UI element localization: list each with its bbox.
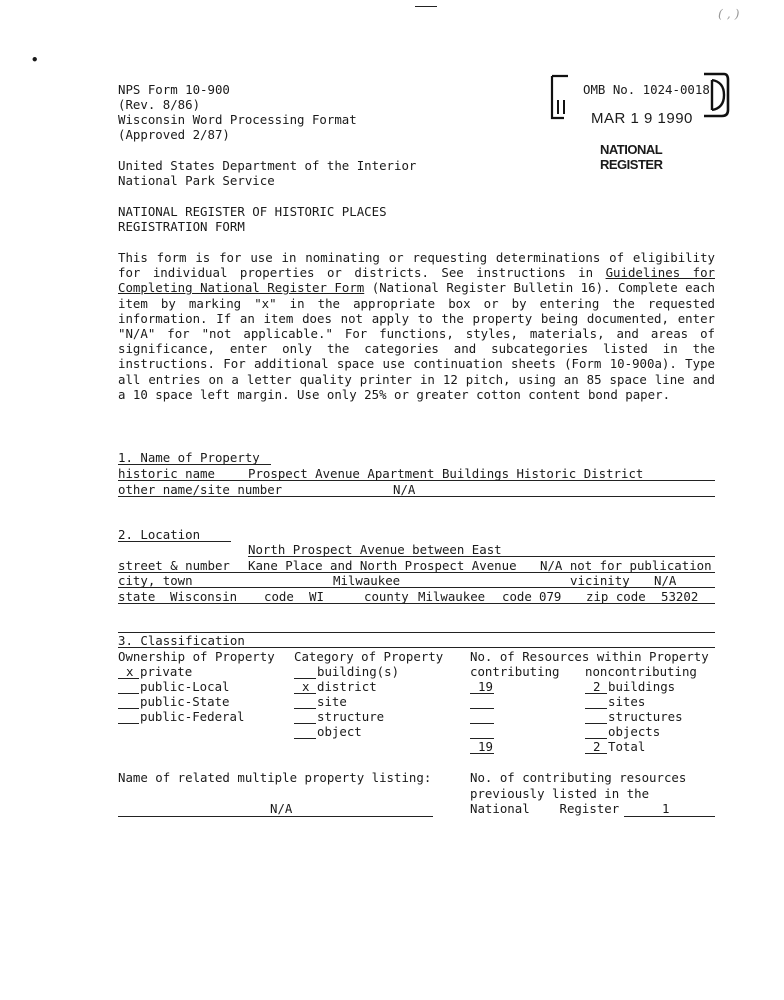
category-label: structure xyxy=(317,709,385,724)
form-line: Wisconsin Word Processing Format xyxy=(118,112,357,127)
county-label: county xyxy=(364,589,409,604)
historic-name-field: Prospect Avenue Apartment Buildings Historic District xyxy=(248,466,644,481)
resource-label: buildings xyxy=(608,679,676,694)
title-line: NATIONAL REGISTER OF HISTORIC PLACES xyxy=(118,204,387,219)
corner-handwriting: ( , ) xyxy=(718,6,740,21)
instructions-text: This form is for use in nominating or requesting determinations of eligibility for individual properties or districts. See instructions in xyxy=(118,250,715,281)
street-label: street & number xyxy=(118,558,230,573)
section-heading: 1. Name of Property xyxy=(118,450,260,465)
state-field: Wisconsin xyxy=(170,589,238,604)
zip-label: zip code xyxy=(586,589,646,604)
category-label: site xyxy=(317,694,347,709)
scan-mark xyxy=(415,6,437,7)
state-label: state xyxy=(118,589,156,604)
street-field-line1: North Prospect Avenue between East xyxy=(248,542,502,557)
not-for-publication: N/A not for publication xyxy=(540,558,712,573)
county-code-field: 079 xyxy=(539,589,562,604)
ownership-header: Ownership of Property xyxy=(118,649,275,664)
resource-label: objects xyxy=(608,724,661,739)
state-code-label: code xyxy=(264,589,294,604)
category-mark: x xyxy=(302,679,310,694)
contributing-total: 19 xyxy=(478,739,493,754)
vicinity-label: vicinity xyxy=(570,573,630,588)
category-label: building(s) xyxy=(317,664,400,679)
other-name-field: N/A xyxy=(393,482,416,497)
previous-listing-count: 1 xyxy=(662,801,670,816)
margin-dot: • xyxy=(31,52,39,67)
section-heading: 3. Classification xyxy=(118,633,245,648)
ownership-label: private xyxy=(140,664,193,679)
ownership-label: public-State xyxy=(140,694,230,709)
contributing-header: contributing xyxy=(470,664,560,679)
stamp-register: REGISTER xyxy=(600,157,663,172)
county-field: Milwaukee xyxy=(418,589,486,604)
ownership-label: public-Local xyxy=(140,679,230,694)
county-code-label: code xyxy=(502,589,532,604)
previous-listing-line: previously listed in the xyxy=(470,786,650,801)
previous-listing-line: No. of contributing resources xyxy=(470,770,687,785)
state-code-field: WI xyxy=(309,589,324,604)
related-listing-field: N/A xyxy=(270,801,293,816)
vicinity-field: N/A xyxy=(654,573,677,588)
form-line: NPS Form 10-900 xyxy=(118,82,230,97)
previous-listing-line: National Register xyxy=(470,801,620,816)
category-header: Category of Property xyxy=(294,649,444,664)
historic-name-label: historic name xyxy=(118,466,215,481)
instructions-paragraph xyxy=(118,250,715,402)
section-heading: 2. Location xyxy=(118,527,201,542)
department-line: United States Department of the Interior xyxy=(118,158,417,173)
resource-label: structures xyxy=(608,709,683,724)
omb-number: OMB No. 1024-0018 xyxy=(583,82,710,97)
resource-label: sites xyxy=(608,694,646,709)
noncontributing-count: 2 xyxy=(593,679,601,694)
form-line: (Rev. 8/86) xyxy=(118,97,201,112)
stamp-national: NATIONAL xyxy=(600,142,663,157)
form-line: (Approved 2/87) xyxy=(118,127,230,142)
category-label: object xyxy=(317,724,362,739)
city-label: city, town xyxy=(118,573,193,588)
ownership-mark: x xyxy=(126,664,134,679)
received-date: MAR 1 9 1990 xyxy=(591,110,693,127)
title-line: REGISTRATION FORM xyxy=(118,219,245,234)
contributing-count: 19 xyxy=(478,679,493,694)
related-listing-label: Name of related multiple property listing: xyxy=(118,770,432,785)
resources-header: No. of Resources within Property xyxy=(470,649,709,664)
guidelines-reference: Guidelines for Completing National Register Form xyxy=(118,265,715,296)
instructions-text: (National Register Bulletin 16). Complete each item by marking "x" in the appropriate box or by entering the requested information. If an item does not apply to the property being documented, enter "N/A" for "not applicable." For functions, styles, materials, and areas of significance, enter only the categories and subcategories listed in the instructions. For additional space use continuation sheets (Form 10-900a). Type all entries on a letter quality printer in 12 pitch, using an 85 space line and a 10 space left margin. Use only 25% or greater cotton content bond paper. xyxy=(118,280,715,402)
department-line: National Park Service xyxy=(118,173,275,188)
noncontributing-total: 2 xyxy=(593,739,601,754)
zip-field: 53202 xyxy=(661,589,699,604)
resource-label: Total xyxy=(608,739,646,754)
street-field-line2: Kane Place and North Prospect Avenue xyxy=(248,558,517,573)
category-label: district xyxy=(317,679,377,694)
ownership-label: public-Federal xyxy=(140,709,245,724)
other-name-label: other name/site number xyxy=(118,482,283,497)
noncontributing-header: noncontributing xyxy=(585,664,697,679)
city-field: Milwaukee xyxy=(333,573,401,588)
